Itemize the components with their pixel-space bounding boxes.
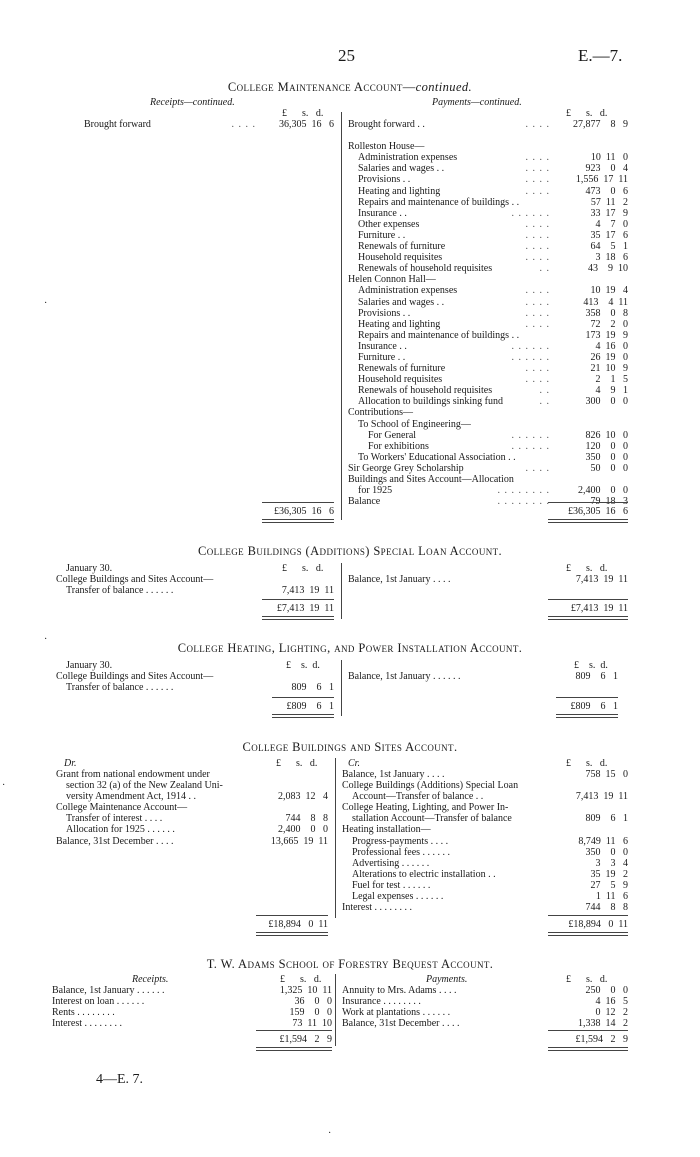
ledger-row: [342, 996, 628, 1007]
ledger-row-label: Rents . . . . . . . .: [52, 1007, 115, 1019]
rule: [556, 697, 618, 698]
ledger-row-label: Interest . . . . . . . .: [52, 1018, 122, 1030]
ledger-row: [342, 813, 628, 824]
divider: [335, 974, 336, 1046]
maintenance-receipts-list: [84, 119, 334, 130]
ledger-row: [56, 780, 328, 791]
special-loan-right-col-head: £ s. d.: [566, 563, 608, 574]
ledger-row-label: Transfer of balance . . . . . .: [66, 682, 174, 694]
buildings-left-list: [56, 769, 328, 847]
ledger-row-label: Furniture . .: [358, 351, 406, 363]
adams-right-list: [342, 985, 628, 1029]
ledger-row: [348, 474, 628, 485]
ledger-row: [348, 574, 628, 585]
ledger-row-label: College Buildings (Additions) Special Loan: [342, 780, 519, 792]
ledger-row-amount: 2,083 12 4: [278, 791, 328, 803]
ledger-row-amount: 35 17 6: [590, 229, 628, 241]
ledger-row: [348, 119, 628, 130]
ledger-row-amount: 300 0 0: [585, 396, 628, 408]
rule: [548, 599, 628, 600]
rule: [548, 502, 628, 503]
ledger-row-label: Renewals of household requisites: [358, 263, 493, 275]
ledger-row-label: Annuity to Mrs. Adams . . . .: [342, 985, 457, 996]
special-loan-left-col-head: £ s. d.: [282, 563, 324, 574]
ledger-row-label: For exhibitions: [368, 440, 429, 452]
special-loan-title: College Buildings (Additions) Special Loan Account.: [197, 544, 503, 558]
maintenance-receipts-total: £36,305 16 6: [274, 506, 334, 517]
ledger-row: [56, 671, 334, 682]
ledger-row: [348, 385, 628, 396]
ledger-row-label: Renewals of furniture: [358, 241, 446, 253]
ledger-row-amount: 809 6 1: [291, 682, 334, 694]
ledger-row: [84, 119, 334, 130]
buildings-left-total: £18,894 0 11: [268, 919, 328, 930]
ledger-row-leader: . . . . . .: [511, 429, 550, 441]
ledger-row-label: Insurance . .: [358, 340, 407, 352]
page-code: E.—7.: [578, 46, 623, 65]
ledger-row-label: Sir George Grey Scholarship: [348, 462, 464, 474]
ledger-row-label: College Buildings and Sites Account—: [56, 671, 214, 683]
ledger-row-amount: 120 0 0: [585, 440, 628, 452]
ledger-row-amount: 0 12 2: [595, 1007, 628, 1019]
ledger-row-leader: . . . . . . . .: [497, 496, 550, 508]
ledger-row-amount: 4 7 0: [595, 218, 628, 230]
ledger-row: [348, 374, 628, 385]
ledger-row-amount: 36 0 0: [294, 996, 332, 1008]
special-loan-left-list: [56, 563, 334, 596]
divider: [341, 660, 342, 716]
ledger-row-leader: . . . . . .: [511, 351, 550, 363]
heating-left-col-head: £ s. d.: [286, 660, 320, 671]
ledger-row: [348, 419, 628, 430]
ledger-row-label: Balance, 31st December . . . .: [56, 835, 174, 847]
ledger-row-label: Rolleston House—: [348, 141, 425, 153]
ledger-row-leader: . .: [539, 396, 550, 408]
ledger-row: [348, 219, 628, 230]
double-rule: [548, 519, 628, 523]
special-loan-right-total: £7,413 19 11: [570, 603, 628, 614]
ledger-row-amount: 35 19 2: [590, 868, 628, 880]
adams-left-col-head: £ s. d.: [280, 974, 322, 985]
ledger-row: [342, 902, 628, 913]
heating-right-list: [348, 671, 618, 682]
ledger-row-amount: 36,305 16 6: [279, 119, 334, 130]
special-loan-left-total: £7,413 19 11: [276, 603, 334, 614]
ledger-row: [348, 297, 628, 308]
double-rule: [556, 714, 618, 718]
divider: [341, 563, 342, 619]
ledger-row-amount: 809 6 1: [585, 813, 628, 825]
ledger-row-label: Balance, 1st January . . . . . .: [52, 985, 165, 996]
rule: [548, 915, 628, 916]
double-rule: [256, 1047, 332, 1051]
ledger-row-amount: 1,325 10 11: [279, 985, 332, 996]
ledger-row: [342, 836, 628, 847]
ledger-row-amount: 350 0 0: [585, 846, 628, 858]
ledger-row: [342, 791, 628, 802]
ledger-row-label: Salaries and wages . .: [358, 296, 445, 308]
ledger-row: [348, 263, 628, 274]
ledger-row: [348, 452, 628, 463]
ledger-row-amount: 350 0 0: [585, 451, 628, 463]
ledger-row-label: Repairs and maintenance of buildings . .: [358, 329, 520, 341]
ledger-row-amount: 7,413 19 11: [575, 791, 628, 803]
rule: [262, 599, 334, 600]
ledger-row-amount: 413 4 11: [583, 296, 628, 308]
ledger-row-label: Balance: [348, 496, 381, 508]
ledger-row-label: Account—Transfer of balance . .: [352, 791, 484, 803]
ledger-row-leader: . . . .: [525, 296, 550, 308]
ledger-row-label: Advertising . . . . . .: [352, 857, 430, 869]
ledger-row-leader: . . . . . . . .: [497, 485, 550, 497]
ledger-row: [56, 682, 334, 693]
ledger-row-label: College Heating, Lighting, and Power In-: [342, 802, 509, 814]
ledger-row-label: Provisions . .: [358, 174, 411, 186]
ledger-row-amount: 27 5 9: [590, 879, 628, 891]
ledger-row: [348, 396, 628, 407]
adams-left-list: [52, 985, 332, 1029]
print-mark: ·: [328, 1128, 332, 1139]
ledger-row: [342, 802, 628, 813]
ledger-row: [56, 813, 328, 824]
ledger-row-label: Furniture . .: [358, 229, 406, 241]
ledger-row: [348, 241, 628, 252]
special-loan-right-list: [348, 574, 628, 585]
ledger-row-label: Helen Connon Hall—: [348, 274, 436, 286]
ledger-row-label: Buildings and Sites Account—Allocation: [348, 474, 514, 485]
rule: [548, 1030, 628, 1031]
ledger-row: [342, 869, 628, 880]
double-rule: [548, 932, 628, 936]
ledger-row: [342, 1018, 628, 1029]
ledger-row-label: Renewals of household requisites: [358, 385, 493, 397]
ledger-row-label: Contributions—: [348, 407, 414, 419]
divider: [341, 112, 342, 520]
page-number: 25: [338, 46, 355, 65]
ledger-row: [348, 671, 618, 682]
ledger-row-amount: 13,665 19 11: [270, 835, 328, 847]
adams-left-total: £1,594 2 9: [279, 1034, 332, 1045]
ledger-row-label: Administration expenses: [358, 152, 458, 164]
ledger-row-leader: . . . .: [525, 363, 550, 375]
ledger-row: [342, 880, 628, 891]
ledger-row-leader: . . . .: [525, 218, 550, 230]
ledger-row-label: January 30.: [66, 563, 113, 574]
ledger-row-label: for 1925: [358, 485, 393, 497]
ledger-row: [342, 769, 628, 780]
ledger-row: [348, 141, 628, 152]
ledger-row: [348, 363, 628, 374]
ledger-row-amount: 826 10 0: [585, 429, 628, 441]
rule: [256, 1030, 332, 1031]
ledger-row-label: Brought forward: [84, 119, 151, 130]
ledger-row: [342, 780, 628, 791]
ledger-row-label: January 30.: [66, 660, 113, 671]
ledger-row: [342, 824, 628, 835]
ledger-row-amount: 358 0 8: [585, 307, 628, 319]
ledger-row-leader: . .: [539, 385, 550, 397]
print-mark: ·: [44, 634, 48, 645]
buildings-dr: Dr.: [64, 758, 77, 769]
heating-left-total: £809 6 1: [286, 701, 334, 712]
ledger-row: [52, 985, 332, 996]
ledger-row: [342, 985, 628, 996]
ledger-row: [348, 341, 628, 352]
ledger-row-amount: 50 0 0: [590, 462, 628, 474]
ledger-row-amount: 26 19 0: [590, 351, 628, 363]
ledger-row-amount: 2,400 0 0: [278, 824, 328, 836]
buildings-title: College Buildings and Sites Account.: [242, 740, 458, 754]
ledger-row: [348, 308, 628, 319]
buildings-left-col-head: £ s. d.: [276, 758, 318, 769]
ledger-row-label: Brought forward . .: [348, 119, 425, 130]
ledger-row: [348, 274, 628, 285]
ledger-row: [348, 463, 628, 474]
adams-payments-head: Payments.: [426, 974, 468, 985]
buildings-right-list: [342, 769, 628, 913]
print-mark: ·: [2, 780, 6, 791]
ledger-row-amount: 923 0 4: [585, 163, 628, 175]
maintenance-payments-head: Payments—continued.: [432, 97, 522, 108]
ledger-row-label: Renewals of furniture: [358, 363, 446, 375]
ledger-row: [342, 858, 628, 869]
ledger-row: [56, 585, 334, 596]
ledger-row-amount: 72 2 0: [590, 318, 628, 330]
ledger-row-amount: 57 11 2: [590, 196, 628, 208]
ledger-row: [348, 197, 628, 208]
ledger-row-amount: 3 18 6: [595, 252, 628, 264]
ledger-row-leader: . . . .: [525, 152, 550, 164]
ledger-row-amount: 744 8 8: [585, 902, 628, 914]
ledger-row: [342, 847, 628, 858]
ledger-row: [56, 769, 328, 780]
ledger-row: [56, 802, 328, 813]
ledger-row-label: College Buildings and Sites Account—: [56, 574, 214, 586]
ledger-row-amount: 4 16 5: [595, 996, 628, 1008]
double-rule: [272, 714, 334, 718]
ledger-row-amount: 1 11 6: [595, 891, 628, 903]
ledger-row-label: Transfer of interest . . . .: [66, 813, 163, 825]
ledger-row-label: To Workers' Educational Association . .: [358, 451, 516, 463]
ledger-row-label: Professional fees . . . . . .: [352, 846, 451, 858]
ledger-row: [56, 574, 334, 585]
ledger-row-leader: . .: [539, 263, 550, 275]
ledger-row-amount: 473 0 6: [585, 185, 628, 197]
double-rule: [548, 1047, 628, 1051]
ledger-row-label: Fuel for test . . . . . .: [352, 879, 431, 891]
ledger-row-amount: 8,749 11 6: [578, 835, 628, 847]
ledger-row-leader: . . . .: [525, 241, 550, 253]
heating-right-total: £809 6 1: [570, 701, 618, 712]
ledger-row: [56, 836, 328, 847]
ledger-row-amount: 3 3 4: [595, 857, 628, 869]
ledger-row-amount: 2 1 5: [595, 374, 628, 386]
ledger-row-label: College Maintenance Account—: [56, 802, 188, 814]
page-footer: 4—E. 7.: [96, 1072, 144, 1087]
ledger-row-label: Heating installation—: [342, 824, 431, 836]
maintenance-payments-total: £36,305 16 6: [568, 506, 628, 517]
ledger-row-label: To School of Engineering—: [358, 418, 471, 430]
ledger-row: [348, 174, 628, 185]
ledger-row-label: Other expenses: [358, 218, 420, 230]
ledger-row-label: Balance, 1st January . . . .: [342, 769, 445, 780]
ledger-row-label: Progress-payments . . . .: [352, 835, 449, 847]
ledger-row-amount: 27,877 8 9: [573, 119, 628, 130]
ledger-row-label: versity Amendment Act, 1914 . .: [66, 791, 196, 803]
ledger-row-amount: 250 0 0: [585, 985, 628, 996]
ledger-row-amount: 73 11 10: [292, 1018, 332, 1030]
ledger-row: [52, 996, 332, 1007]
ledger-row: [56, 563, 334, 574]
ledger-row: [342, 891, 628, 902]
ledger-row-leader: . . . .: [525, 318, 550, 330]
ledger-row-amount: 21 10 9: [590, 363, 628, 375]
ledger-row-amount: 758 15 0: [585, 769, 628, 780]
ledger-row-label: Household requisites: [358, 374, 443, 386]
print-mark: ·: [44, 298, 48, 309]
ledger-row-label: stallation Account—Transfer of balance: [352, 813, 512, 825]
ledger-row-leader: . . . .: [525, 174, 550, 186]
double-rule: [548, 616, 628, 620]
rule: [256, 915, 328, 916]
ledger-row-label: Interest on loan . . . . . .: [52, 996, 145, 1008]
heating-title: College Heating, Lighting, and Power Installation Account.: [177, 641, 523, 655]
buildings-cr: Cr.: [348, 758, 360, 769]
ledger-row-leader: . . . .: [525, 119, 550, 130]
ledger-row: [56, 660, 334, 671]
ledger-row-leader: . . . .: [525, 374, 550, 386]
ledger-row-label: Legal expenses . . . . . .: [352, 891, 444, 903]
ledger-row-label: Grant from national endowment under: [56, 769, 210, 780]
adams-receipts-head: Receipts.: [132, 974, 169, 985]
ledger-row-label: Interest . . . . . . . .: [342, 902, 412, 914]
maintenance-receipts-head: Receipts—continued.: [150, 97, 235, 108]
ledger-row-label: Transfer of balance . . . . . .: [66, 585, 174, 597]
adams-right-total: £1,594 2 9: [575, 1034, 628, 1045]
ledger-row-label: Balance, 1st January . . . . . .: [348, 671, 461, 682]
ledger-row-leader: . . . . . .: [511, 440, 550, 452]
ledger-row-label: Repairs and maintenance of buildings . .: [358, 196, 520, 208]
ledger-row-label: Allocation to buildings sinking fund: [358, 396, 503, 408]
ledger-row-label: Household requisites: [358, 252, 443, 264]
double-rule: [262, 519, 334, 523]
ledger-row-label: Insurance . .: [358, 207, 407, 219]
ledger-row-amount: 173 19 9: [585, 329, 628, 341]
ledger-row-label: Provisions . .: [358, 307, 411, 319]
maintenance-payments-list: [348, 119, 628, 507]
ledger-row-amount: 7,413 19 11: [281, 585, 334, 597]
ledger-row: [348, 285, 628, 296]
ledger-row-label: Heating and lighting: [358, 185, 441, 197]
ledger-row-leader: . . . .: [525, 252, 550, 264]
ledger-row-amount: 7,413 19 11: [575, 574, 628, 585]
ledger-row-amount: 43 9 10: [588, 263, 628, 275]
ledger-row-amount: 10 19 4: [590, 285, 628, 297]
ledger-row-amount: 79 18 3: [590, 496, 628, 508]
ledger-row-label: section 32 (a) of the New Zealand Uni-: [66, 780, 223, 792]
buildings-right-col-head: £ s. d.: [566, 758, 608, 769]
ledger-row-amount: 64 5 1: [590, 241, 628, 253]
ledger-row: [52, 1007, 332, 1018]
ledger-row-label: Heating and lighting: [358, 318, 441, 330]
ledger-row: [348, 352, 628, 363]
ledger-row-amount: 33 17 9: [590, 207, 628, 219]
ledger-row-label: Balance, 1st January . . . .: [348, 574, 451, 585]
ledger-row: [348, 208, 628, 219]
maintenance-payments-col-head: £ s. d.: [566, 108, 608, 119]
ledger-row-label: Alterations to electric installation . .: [352, 868, 496, 880]
ledger-row-amount: 4 16 0: [595, 340, 628, 352]
divider: [335, 758, 336, 918]
ledger-row-label: Salaries and wages . .: [358, 163, 445, 175]
ledger-row-amount: 809 6 1: [575, 671, 618, 682]
ledger-row-label: For General: [368, 429, 417, 441]
heating-left-list: [56, 660, 334, 693]
ledger-row-leader: . . . .: [525, 229, 550, 241]
ledger-row: [348, 130, 628, 141]
adams-title: T. W. Adams School of Forestry Bequest Account.: [206, 957, 494, 971]
rule: [272, 697, 334, 698]
ledger-row-amount: 4 9 1: [595, 385, 628, 397]
ledger-row-amount: 1,338 14 2: [578, 1018, 628, 1030]
ledger-row: [348, 163, 628, 174]
heating-right-col-head: £ s. d.: [574, 660, 608, 671]
ledger-row: [56, 824, 328, 835]
double-rule: [262, 616, 334, 620]
ledger-row: [342, 1007, 628, 1018]
ledger-row-leader: . . . .: [525, 307, 550, 319]
ledger-row-amount: 159 0 0: [289, 1007, 332, 1019]
rule: [262, 502, 334, 503]
ledger-row: [348, 485, 628, 496]
ledger-row-amount: 1,556 17 11: [575, 174, 628, 186]
ledger-row: [348, 319, 628, 330]
ledger-row: [52, 1018, 332, 1029]
ledger-row: [348, 186, 628, 197]
ledger-row: [348, 407, 628, 418]
ledger-row-leader: . . . .: [525, 163, 550, 175]
ledger-row-label: Work at plantations . . . . . .: [342, 1007, 451, 1019]
ledger-row: [56, 791, 328, 802]
ledger-row-leader: . . . .: [525, 185, 550, 197]
ledger-row-leader: . . . .: [231, 119, 256, 130]
maintenance-receipts-col-head: £ s. d.: [282, 108, 324, 119]
ledger-row: [348, 152, 628, 163]
ledger-row: [348, 330, 628, 341]
maintenance-title: College Maintenance Account—continued.: [227, 80, 473, 94]
ledger-row-label: Balance, 31st December . . . .: [342, 1018, 460, 1030]
adams-right-col-head: £ s. d.: [566, 974, 608, 985]
ledger-row: [348, 441, 628, 452]
ledger-row-amount: 744 8 8: [285, 813, 328, 825]
ledger-row-amount: 2,400 0 0: [578, 485, 628, 497]
ledger-row: [348, 430, 628, 441]
ledger-row-leader: . . . . . .: [511, 207, 550, 219]
ledger-row-label: Administration expenses: [358, 285, 458, 297]
ledger-row: [348, 252, 628, 263]
ledger-row-leader: . . . .: [525, 462, 550, 474]
ledger-row: [348, 230, 628, 241]
ledger-row-label: Insurance . . . . . . . .: [342, 996, 421, 1008]
buildings-right-total: £18,894 0 11: [568, 919, 628, 930]
ledger-row-label: Allocation for 1925 . . . . . .: [66, 824, 175, 836]
ledger-row-amount: 10 11 0: [590, 152, 628, 164]
double-rule: [256, 932, 328, 936]
ledger-row-leader: . . . .: [525, 285, 550, 297]
ledger-row-leader: . . . . . .: [511, 340, 550, 352]
